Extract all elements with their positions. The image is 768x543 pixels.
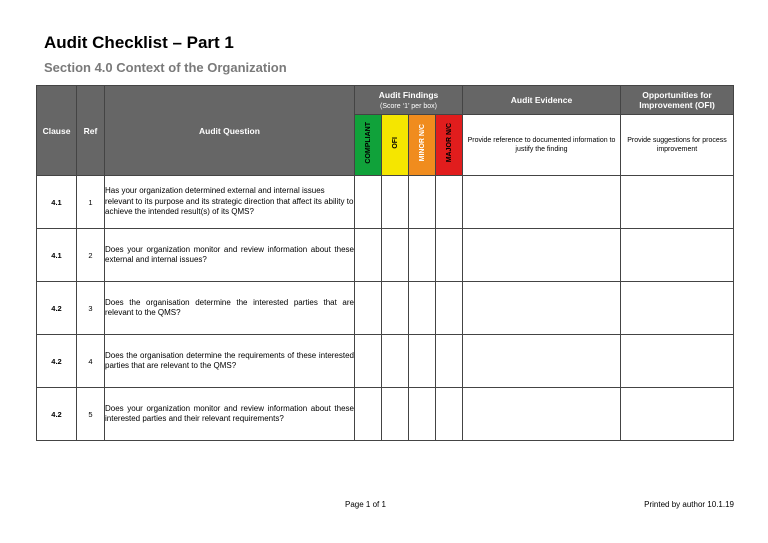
question-cell: Does your organization monitor and review information about these external and internal issues? — [105, 229, 355, 282]
ref-cell: 5 — [77, 388, 105, 441]
minor-nc-cell[interactable] — [409, 282, 436, 335]
ofi-hint: Provide suggestions for process improvement — [621, 115, 734, 176]
evidence-cell[interactable] — [463, 176, 621, 229]
clause-cell: 4.1 — [37, 176, 77, 229]
minor-nc-score-header — [409, 115, 436, 176]
compliant-label: COMPLIANT — [364, 121, 372, 164]
table-row — [37, 176, 734, 229]
section-subtitle: Section 4.0 Context of the Organization — [44, 60, 287, 75]
compliant-cell[interactable] — [355, 388, 382, 441]
ofi-suggestion-cell[interactable] — [621, 229, 734, 282]
minor-nc-label: MINOR N/C — [418, 123, 426, 162]
ref-cell: 3 — [77, 282, 105, 335]
evidence-cell[interactable] — [463, 335, 621, 388]
compliant-cell[interactable] — [355, 229, 382, 282]
compliant-cell[interactable] — [355, 176, 382, 229]
question-cell: Does the organisation determine the interested parties that are relevant to the QMS? — [105, 282, 355, 335]
table-row — [37, 229, 734, 282]
page-number: Page 1 of 1 — [345, 500, 386, 509]
major-nc-cell[interactable] — [436, 176, 463, 229]
ofi-cell[interactable] — [382, 176, 409, 229]
major-nc-cell[interactable] — [436, 229, 463, 282]
evidence-cell[interactable] — [463, 282, 621, 335]
major-nc-cell[interactable] — [436, 388, 463, 441]
ofi-label: OFI — [391, 137, 399, 149]
major-nc-cell[interactable] — [436, 335, 463, 388]
audit-findings-subtitle: (Score ‘1’ per box) — [380, 103, 437, 110]
ref-cell: 1 — [77, 176, 105, 229]
audit-evidence-header: Audit Evidence — [463, 86, 621, 115]
printed-by: Printed by author 10.1.19 — [644, 500, 734, 509]
audit-findings-header — [355, 86, 463, 115]
audit-checklist-table — [36, 85, 734, 441]
minor-nc-cell[interactable] — [409, 229, 436, 282]
table-row — [37, 282, 734, 335]
audit-question-header: Audit Question — [105, 86, 355, 176]
audit-findings-title: Audit Findings — [378, 90, 439, 100]
question-cell: Does your organization monitor and review information about these interested parties and their relevant requirements? — [105, 388, 355, 441]
ofi-cell[interactable] — [382, 229, 409, 282]
ref-cell: 2 — [77, 229, 105, 282]
evidence-cell[interactable] — [463, 229, 621, 282]
ofi-suggestion-cell[interactable] — [621, 388, 734, 441]
clause-cell: 4.1 — [37, 229, 77, 282]
table-row — [37, 335, 734, 388]
question-cell: Has your organization determined external and internal issues relevant to its purpose and its strategic direction that affect its ability to achieve the intended result(s) of its QMS? — [105, 176, 355, 229]
major-nc-cell[interactable] — [436, 282, 463, 335]
ofi-suggestion-cell[interactable] — [621, 282, 734, 335]
ref-header: Ref — [77, 86, 105, 176]
compliant-cell[interactable] — [355, 282, 382, 335]
clause-header: Clause — [37, 86, 77, 176]
ofi-cell[interactable] — [382, 282, 409, 335]
table-row — [37, 388, 734, 441]
ofi-suggestion-cell[interactable] — [621, 176, 734, 229]
minor-nc-cell[interactable] — [409, 335, 436, 388]
ofi-score-header — [382, 115, 409, 176]
ofi-header: Opportunities for Improvement (OFI) — [621, 86, 734, 115]
page-title: Audit Checklist – Part 1 — [44, 33, 234, 52]
evidence-cell[interactable] — [463, 388, 621, 441]
ref-cell: 4 — [77, 335, 105, 388]
question-cell: Does the organisation determine the requirements of these interested parties that are relevant to the QMS? — [105, 335, 355, 388]
evidence-hint: Provide reference to documented information to justify the finding — [463, 115, 621, 176]
ofi-cell[interactable] — [382, 388, 409, 441]
clause-cell: 4.2 — [37, 388, 77, 441]
major-nc-score-header — [436, 115, 463, 176]
ofi-suggestion-cell[interactable] — [621, 335, 734, 388]
compliant-cell[interactable] — [355, 335, 382, 388]
ofi-cell[interactable] — [382, 335, 409, 388]
minor-nc-cell[interactable] — [409, 176, 436, 229]
major-nc-label: MAJOR N/C — [445, 122, 453, 163]
compliant-score-header — [355, 115, 382, 176]
minor-nc-cell[interactable] — [409, 388, 436, 441]
clause-cell: 4.2 — [37, 335, 77, 388]
clause-cell: 4.2 — [37, 282, 77, 335]
